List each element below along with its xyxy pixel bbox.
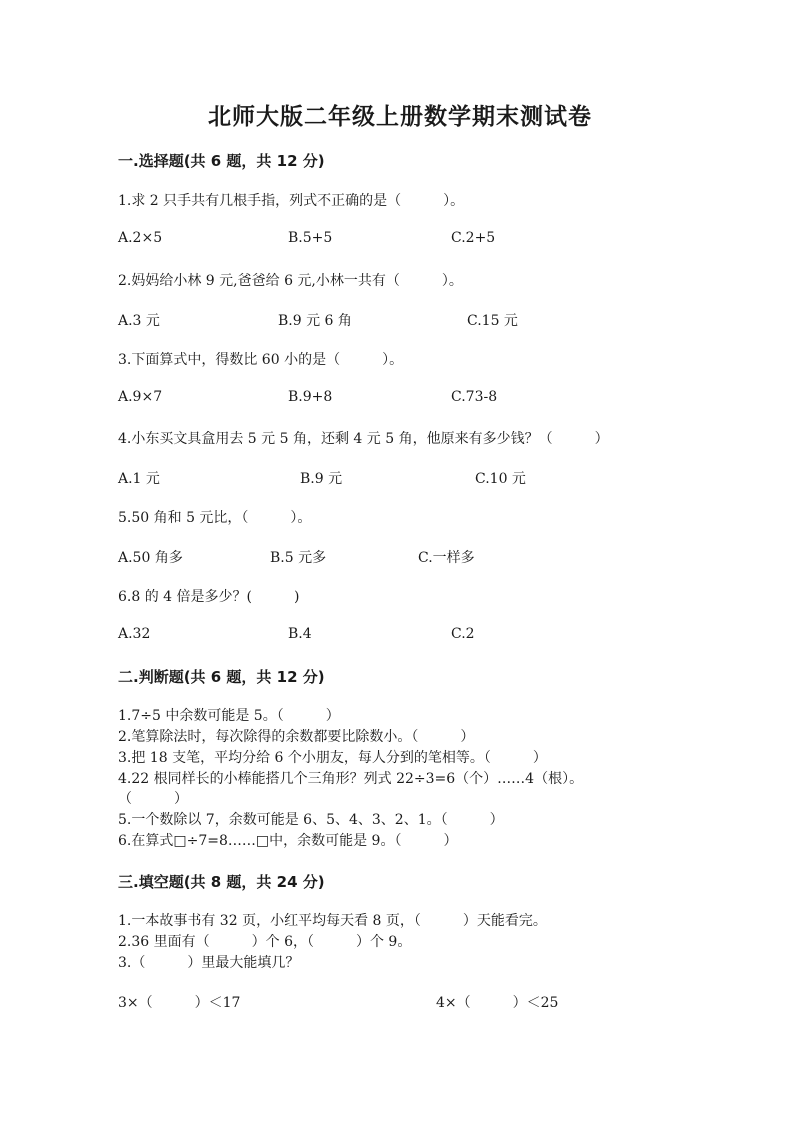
- statement-line: 6.在算式□÷7=8……□中，余数可能是 9。（ ）: [118, 833, 458, 849]
- option-c: C.73-8: [451, 389, 498, 405]
- option-b: B.4: [288, 626, 312, 642]
- option-b: B.5+5: [288, 230, 333, 246]
- fill-expression-left: 3×（ ）＜17: [118, 995, 241, 1011]
- option-a: A.9×7: [118, 389, 163, 405]
- question-text: 1.求 2 只手共有几根手指，列式不正确的是（ ）。: [118, 193, 465, 209]
- section-heading: 三.填空题(共 8 题，共 24 分): [118, 873, 325, 891]
- question-text: 3.下面算式中，得数比 60 小的是（ ）。: [118, 352, 404, 368]
- section-heading: 一.选择题(共 6 题，共 12 分): [118, 152, 325, 170]
- option-a: A.1 元: [118, 471, 160, 487]
- option-b: B.9 元: [300, 471, 343, 487]
- page-title: 北师大版二年级上册数学期末测试卷: [208, 104, 592, 130]
- question-text: 2.妈妈给小林 9 元,爸爸给 6 元,小林一共有（ ）。: [118, 273, 463, 289]
- option-a: A.50 角多: [118, 550, 183, 566]
- fill-line: 2.36 里面有（ ）个 6，（ ）个 9。: [118, 934, 412, 950]
- statement-line: （ ）: [118, 791, 188, 807]
- option-c: C.2: [451, 626, 475, 642]
- fill-expression-right: 4×（ ）＜25: [436, 995, 559, 1011]
- section-heading: 二.判断题(共 6 题，共 12 分): [118, 668, 325, 686]
- option-b: B.9 元 6 角: [278, 313, 352, 329]
- fill-line: 3.（ ）里最大能填几？: [118, 955, 300, 971]
- statement-line: 1.7÷5 中余数可能是 5。（ ）: [118, 708, 340, 724]
- statement-line: 5.一个数除以 7，余数可能是 6、5、4、3、2、1。（ ）: [118, 812, 504, 828]
- question-text: 6.8 的 4 倍是多少？( ): [118, 589, 300, 605]
- option-a: A.32: [118, 626, 151, 642]
- option-a: A.3 元: [118, 313, 160, 329]
- statement-line: 4.22 根同样长的小棒能搭几个三角形？列式 22÷3=6（个）……4（根）。: [118, 771, 584, 787]
- option-c: C.10 元: [475, 471, 526, 487]
- option-c: C.2+5: [451, 230, 496, 246]
- option-b: B.9+8: [288, 389, 333, 405]
- option-b: B.5 元多: [270, 550, 327, 566]
- statement-line: 3.把 18 支笔，平均分给 6 个小朋友，每人分到的笔相等。（ ）: [118, 750, 547, 766]
- option-c: C.一样多: [418, 550, 475, 566]
- question-text: 4.小东买文具盒用去 5 元 5 角，还剩 4 元 5 角，他原来有多少钱？（ ）: [118, 431, 609, 447]
- fill-line: 1.一本故事书有 32 页，小红平均每天看 8 页，（ ）天能看完。: [118, 913, 547, 929]
- question-text: 5.50 角和 5 元比，（ ）。: [118, 510, 312, 526]
- statement-line: 2.笔算除法时，每次除得的余数都要比除数小。（ ）: [118, 729, 475, 745]
- option-c: C.15 元: [467, 313, 518, 329]
- option-a: A.2×5: [118, 230, 163, 246]
